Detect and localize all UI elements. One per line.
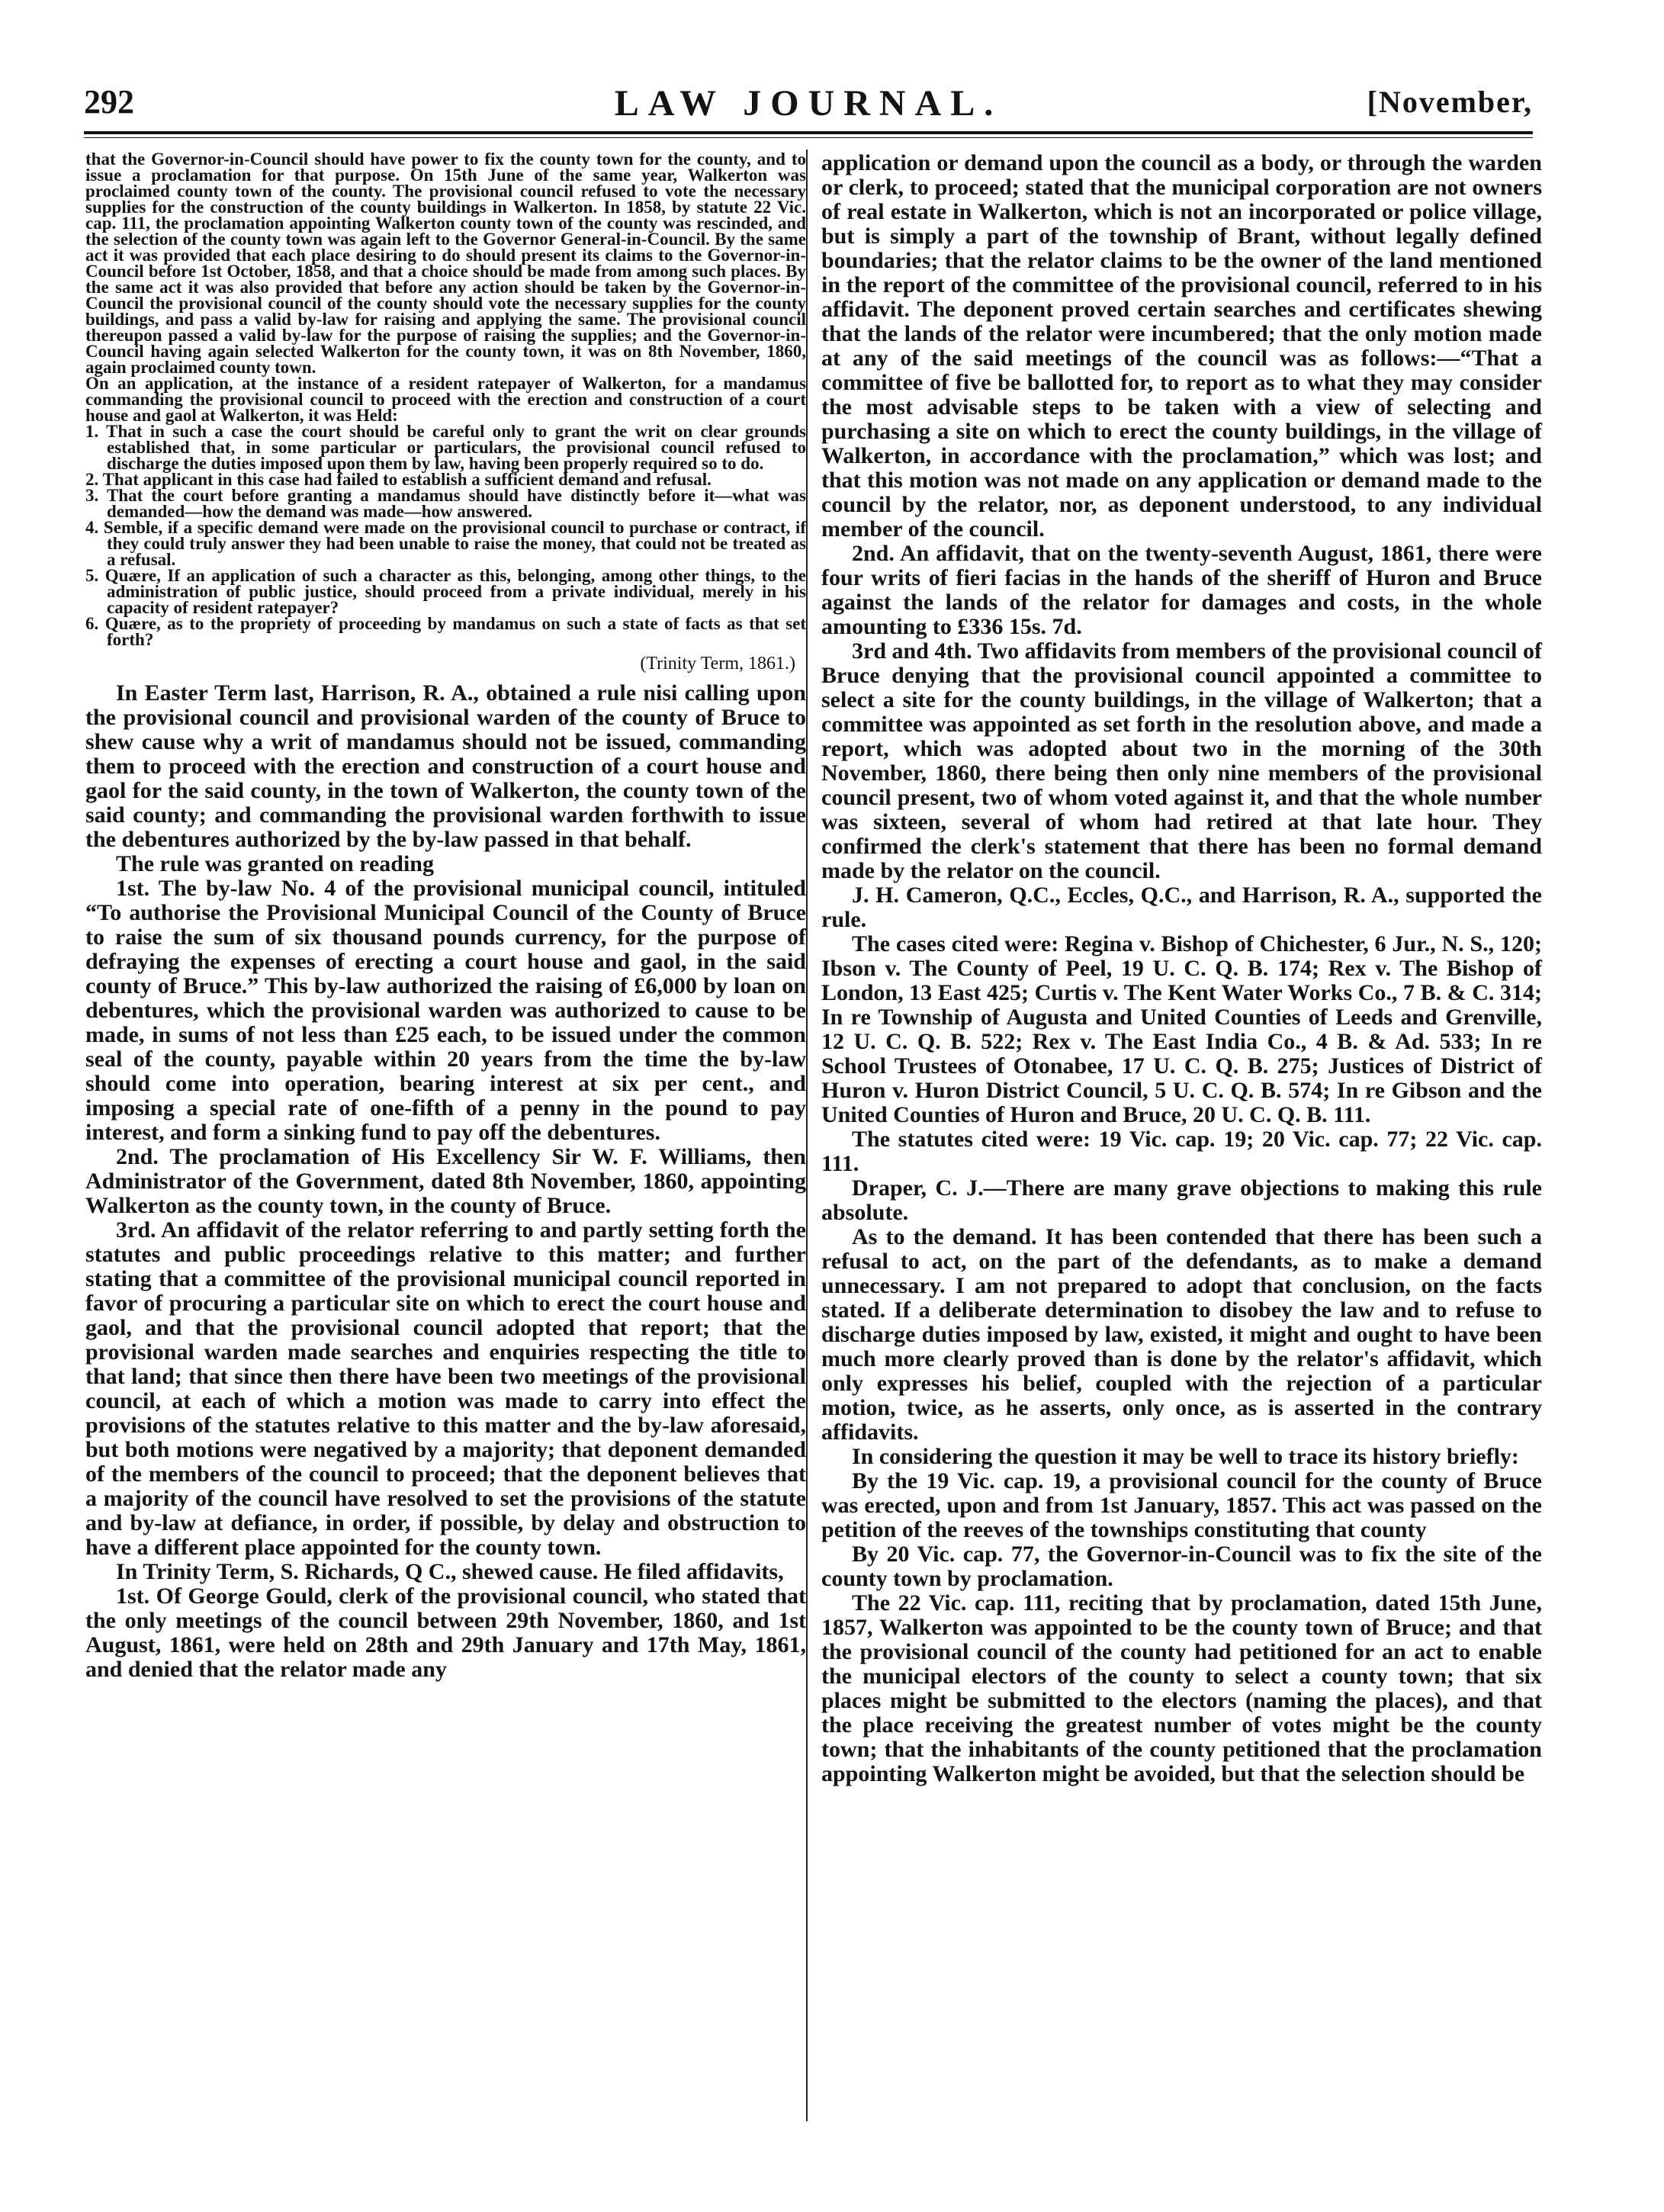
holding-item: 3. That the court before granting a mandamus should have distinctly before it—what was demanded—how the demand was made—how answered. <box>85 486 806 521</box>
holding-item: 2. That applicant in this case had failed to establish a sufficient demand and refusal. <box>85 470 712 489</box>
headnote <box>85 151 806 681</box>
body-paragraph: By 20 Vic. cap. 77, the Governor-in-Council was to fix the site of the county town by proclamation. <box>821 1542 1542 1591</box>
body-paragraph: 2nd. The proclamation of His Excellency Sir W. F. Williams, then Administrator of the Government, dated 8th November, 1860, appointing Walkerton as the county town, in the county of Bruce. <box>85 1144 806 1218</box>
column-divider <box>806 150 808 2121</box>
body-paragraph: The rule was granted on reading <box>116 851 434 876</box>
body-paragraph: As to the demand. It has been contended that there has been such a refusal to act, on the part of the defendants, as to make a demand unnecessary. I am not prepared to adopt that conclusion, on the facts stated. If a deliberate determination to disobey the law and to refuse to discharge duties imposed by law, existed, it might and ought to have been much more clearly proved than is done by the relator's affidavit, which only expresses his belief, coupled with the rejection of a particular motion, twice, as he asserts, only once, as is asserted in the contrary affidavits. <box>821 1224 1542 1445</box>
body-paragraph: In Easter Term last, Harrison, R. A., obtained a rule nisi calling upon the provisional council and provisional warden of the county of Bruce to shew cause why a writ of mandamus should not be issued, commanding them to proceed with the erection and construction of a court house and gaol for the said county, in the town of Walkerton, the county town of the said county; and commanding the provisional warden forthwith to issue the debentures authorized by the by-law passed in that behalf. <box>85 680 806 852</box>
body-paragraph: In Trinity Term, S. Richards, Q C., shewed cause. He filed affidavits, <box>116 1559 784 1584</box>
page-number: 292 <box>84 83 134 121</box>
headnote-application: On an application, at the instance of a resident ratepayer of Walkerton, for a mandamus commanding the provisional council to proceed with the erection and construction of a court house and gaol at Walkerton, it was Held: <box>85 374 806 425</box>
statutes-cited: The statutes cited were: 19 Vic. cap. 19; 20 Vic. cap. 77; 22 Vic. cap. 111. <box>821 1127 1542 1176</box>
body-paragraph: 3rd and 4th. Two affidavits from members of the provisional council of Bruce denying that the provisional council appointed a committee to select a site for the county buildings, in the village of Walkerton; that a committee was appointed as set forth in the resolution above, and made a report, which was adopted about two in the morning of the 30th November, 1860, there being then only nine members of the provisional council present, two of whom voted against it, and that the whole number was sixteen, several of whom had retired at that late hour. They confirmed the clerk's statement that there has been no formal demand made by the relator on the council. <box>821 638 1542 883</box>
headnote-intro: that the Governor-in-Council should have power to fix the county town for the county, and to issue a proclamation for that purpose. On 15th June of the same year, Walkerton was proclaimed county town of the county. The provisional council refused to vote the necessary supplies for the construction of the county buildings in Walkerton. In 1858, by statute 22 Vic. cap. 111, the proclamation appointing Walkerton county town of the county was rescinded, and the selection of the county town was again left to the Governor General-in-Council. By the same act it was provided that each place desiring to do should present its claims to the Governor-in-Council before 1st October, 1858, and that a choice should be made from among such places. By the same act it was also provided that before any action should be taken by the Governor-in-Council the provisional council of the county should vote the necessary supplies for the county buildings, and pass a valid by-law for raising and applying the same. The provisional council thereupon passed a valid by-law for the purpose of raising the supplies; and the Governor-in-Council having again selected Walkerton for the county town, it was on 8th November, 1860, again proclaimed county town. <box>85 150 806 377</box>
body-paragraph: By the 19 Vic. cap. 19, a provisional council for the county of Bruce was erected, upon and from 1st January, 1857. This act was passed on the petition of the reeves of the townships constituting that county <box>821 1468 1542 1542</box>
body-paragraph: 1st. The by-law No. 4 of the provisional municipal council, intituled “To authorise the Provisional Municipal Council of the County of Bruce to raise the sum of six thousand pounds currency, for the purpose of defraying the expenses of erecting a court house and gaol, in the said county of Bruce.” This by-law authorized the raising of £6,000 by loan on debentures, which the provisional warden was authorized to cause to be made, in sums of not less than £25 each, to be issued under the common seal of the county, payable within 20 years from the time the by-law should come into operation, bearing interest at six per cent., and imposing a special rate of one-fifth of a penny in the pound to pay interest, and form a sinking fund to pay off the debentures. <box>85 876 806 1145</box>
left-column <box>85 151 806 1682</box>
body-paragraph: 1st. Of George Gould, clerk of the provisional council, who stated that the only meetings of the council between 29th November, 1860, and 1st August, 1861, were held on 28th and 29th January and 17th May, 1861, and denied that the relator made any <box>85 1583 806 1682</box>
right-column <box>821 151 1542 1786</box>
holding-item: 1. That in such a case the court should be careful only to grant the writ on clear grounds established that, in some particular or particulars, the provisional council refused to discharge the duties imposed upon them by law, having been properly required so to do. <box>85 422 806 473</box>
body-paragraph: The 22 Vic. cap. 111, reciting that by proclamation, dated 15th June, 1857, Walkerton was appointed to be the county town of Bruce; and that the provisional council of the county had petitioned for an act to enable the municipal electors of the county to select a county town; that six places might be submitted to the electors (naming the places), and that the place receiving the greatest number of votes might be the county town; that the inhabitants of the county petitioned that the proclamation appointing Walkerton might be avoided, but that the selection should be <box>821 1590 1542 1786</box>
holding-item: 6. Quære, as to the propriety of proceeding by mandamus on such a state of facts as that set forth? <box>85 614 806 649</box>
holding-item: 5. Quære, If an application of such a character as this, belonging, among other things, to the administration of public justice, should proceed from a private individual, merely in his capacity of resident ratepayer? <box>85 566 806 617</box>
issue-month: [November, <box>1367 85 1533 119</box>
body-paragraph: 2nd. An affidavit, that on the twenty-seventh August, 1861, there were four writs of fieri facias in the hands of the sheriff of Huron and Bruce against the lands of the relator for damages and costs, in the whole amounting to £336 15s. 7d. <box>821 541 1542 639</box>
body-paragraph: 3rd. An affidavit of the relator referring to and partly setting forth the statutes and public proceedings relative to this matter; and further stating that a committee of the provisional municipal council reported in favor of procuring a particular site on which to erect the court house and gaol, and that the provisional council adopted that report; that the provisional warden made searches and enquiries respecting the title to that land; that since then there have been two meetings of the provisional council, at each of which a motion was made to carry into effect the provisions of the statutes relative to this matter and the by-law aforesaid, but both motions were negatived by a majority; that deponent demanded of the members of the council to proceed; that the deponent believes that a majority of the council have resolved to set the provisions of the statute and by-law at defiance, in order, if possible, by delay and obstruction to have a different place appointed for the county town. <box>85 1217 806 1560</box>
judgment-opening: Draper, C. J.—There are many grave objections to making this rule absolute. <box>821 1175 1542 1225</box>
header-rule-thick <box>84 131 1533 134</box>
journal-title: LAW JOURNAL. <box>614 83 1003 124</box>
term-citation: (Trinity Term, 1861.) <box>640 654 795 674</box>
page-header <box>84 82 1533 128</box>
body-paragraph: In considering the question it may be well to trace its history briefly: <box>852 1444 1519 1469</box>
body-paragraph: application or demand upon the council as a body, or through the warden or clerk, to proceed; stated that the municipal corporation are not owners of real estate in Walkerton, which is not an incorporated or police village, but is simply a part of the township of Brant, without legally defined boundaries; that the relator claims to be the owner of the land mentioned in the report of the committee of the provisional council, referred to in his affidavit. The deponent proved certain searches and certificates shewing that the lands of the relator were incumbered; that the only motion made at any of the said meetings of the council was as follows:—“That a committee of five be ballotted for, to report as to what they may consider the most advisable steps to be taken with a view of selecting and purchasing a site on which to erect the county buildings, in the village of Walkerton, in accordance with the proclamation,” which was lost; and that this motion was not made on any application or demand made to the council by the relator, nor, as deponent understood, to any individual member of the council. <box>821 150 1542 542</box>
counsel-line: J. H. Cameron, Q.C., Eccles, Q.C., and Harrison, R. A., supported the rule. <box>821 883 1542 932</box>
header-rule-thin <box>84 137 1533 138</box>
holding-item: 4. Semble, if a specific demand were made on the provisional council to purchase or contract, if they could truly answer they had been unable to raise the money, that could not be treated as a refusal. <box>85 518 806 569</box>
cases-cited: The cases cited were: Regina v. Bishop of Chichester, 6 Jur., N. S., 120; Ibson v. The County of Peel, 19 U. C. Q. B. 174; Rex v. The Bishop of London, 13 East 425; Curtis v. The Kent Water Works Co., 7 B. & C. 314; In re Township of Augusta and United Counties of Leeds and Grenville, 12 U. C. Q. B. 522; Rex v. The East India Co., 4 B. & Ad. 533; In re School Trustees of Otonabee, 17 U. C. Q. B. 275; Justices of District of Huron v. Huron District Council, 5 U. C. Q. B. 574; In re Gibson and the United Counties of Huron and Bruce, 20 U. C. Q. B. 111. <box>821 931 1542 1127</box>
